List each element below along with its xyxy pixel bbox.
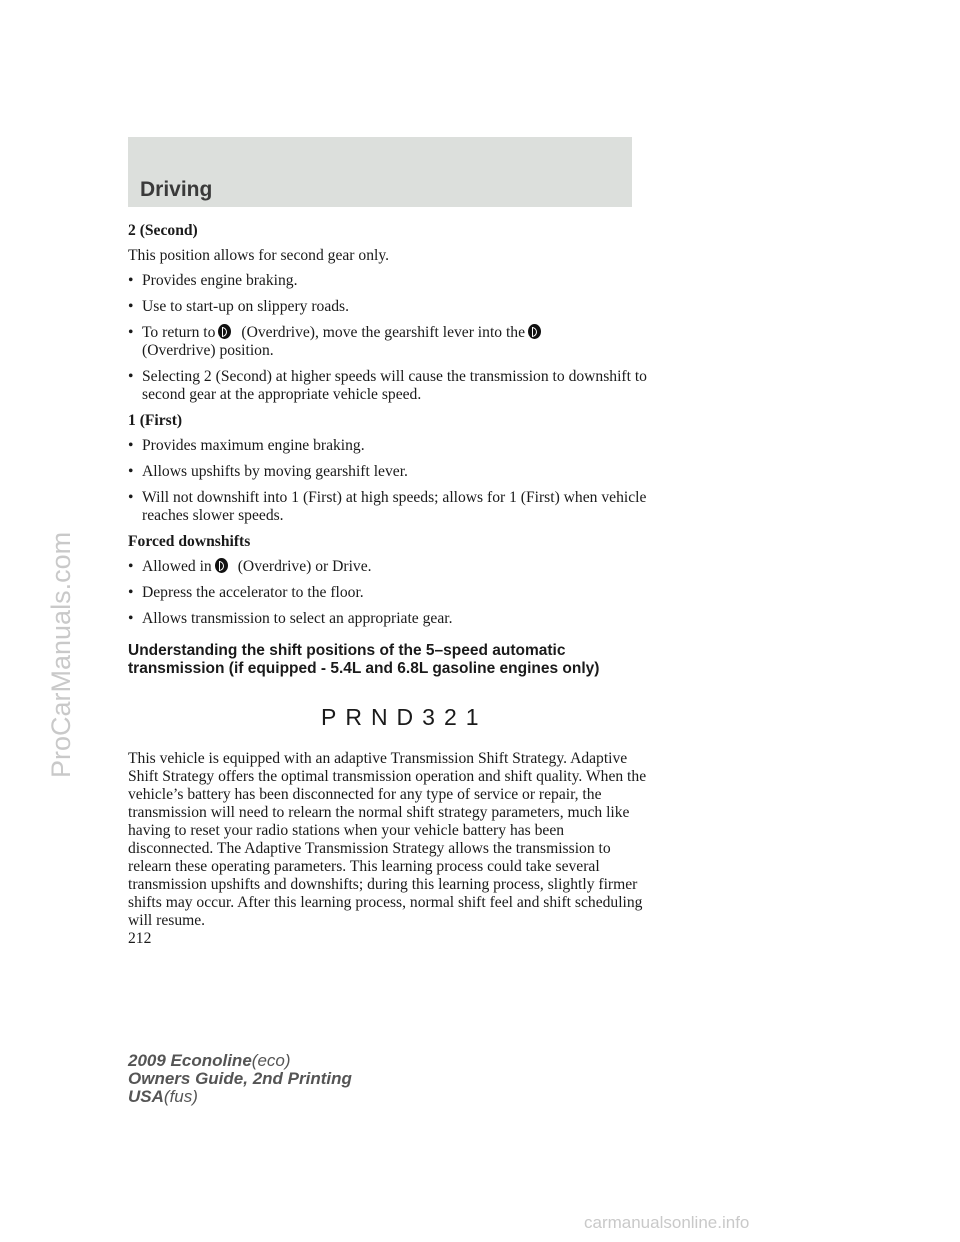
- section-title: Driving: [140, 178, 213, 201]
- allowed-text-a: Allowed in: [142, 558, 212, 575]
- footer-model-code: (eco): [251, 1051, 291, 1070]
- first-gear-heading: 1 (First): [128, 412, 183, 429]
- five-speed-heading: Understanding the shift positions of the 5–speed automatic transmission (if equipped - 5.4L and 6.8L gasoline engines only): [128, 642, 600, 677]
- first-bullet-no-downshift: • Will not downshift into 1 (First) at high speeds; allows for 1 (First) when vehicle reaches slower speeds.: [128, 489, 648, 525]
- site-watermark: carmanualsonline.info: [584, 1213, 750, 1232]
- second-gear-heading: 2 (Second): [128, 222, 198, 239]
- second-bullet-return-overdrive: [128, 324, 648, 360]
- gear-indicator-graphic: PRND321: [321, 704, 488, 730]
- footer-guide: Owners Guide, 2nd Printing: [128, 1069, 352, 1088]
- second-bullet-engine-braking: • Provides engine braking.: [128, 272, 648, 290]
- adaptive-shift-paragraph: This vehicle is equipped with an adaptive Transmission Shift Strategy. Adaptive Shift Strategy offers the optimal transmission operation and shift quality. When the vehicle’s battery has been disconnected for any type of service or repair, the transmission will need to relearn the normal shift strategy parameters, much like having to reset your radio stations when your vehicle battery has been disconnected. The Adaptive Transmission Strategy allows the transmission to relearn these operating parameters. This learning process could take several transmission upshifts and downshifts; during this learning process, slightly firmer shifts may occur. After this learning process, normal shift feel and shift scheduling will resume.: [128, 750, 647, 929]
- page-content: [128, 222, 648, 930]
- second-bullet-downshift: • Selecting 2 (Second) at higher speeds will cause the transmission to downshift to second gear at the appropriate vehicle speed.: [128, 368, 648, 404]
- forced-bullet-allowed: [128, 558, 648, 576]
- first-bullet-max-braking: • Provides maximum engine braking.: [128, 437, 648, 455]
- overdrive-icon: [215, 558, 228, 573]
- overdrive-icon: [528, 324, 541, 339]
- document-footer: [128, 1052, 352, 1106]
- allowed-text-b: (Overdrive) or Drive.: [237, 558, 372, 575]
- overdrive-icon: [218, 324, 231, 339]
- footer-region-code: (fus): [163, 1087, 198, 1106]
- side-watermark: [0, 0, 76, 1242]
- page-number: 212: [128, 930, 152, 947]
- return-text-a: To return to: [142, 324, 216, 341]
- forced-bullet-select-gear: • Allows transmission to select an appropriate gear.: [128, 610, 648, 628]
- footer-region: USA: [128, 1087, 164, 1106]
- first-bullet-upshifts: • Allows upshifts by moving gearshift lever.: [128, 463, 648, 481]
- footer-model: 2009 Econoline: [128, 1051, 252, 1070]
- return-text-c: (Overdrive) position.: [142, 342, 274, 359]
- forced-downshifts-heading: Forced downshifts: [128, 533, 251, 550]
- second-bullet-slippery: • Use to start-up on slippery roads.: [128, 298, 648, 316]
- return-text-b: (Overdrive), move the gearshift lever into the: [241, 324, 526, 341]
- second-gear-intro: This position allows for second gear only.: [128, 247, 390, 264]
- watermark-text: ProCarManuals.com: [46, 531, 76, 778]
- forced-bullet-accelerator: • Depress the accelerator to the floor.: [128, 584, 648, 602]
